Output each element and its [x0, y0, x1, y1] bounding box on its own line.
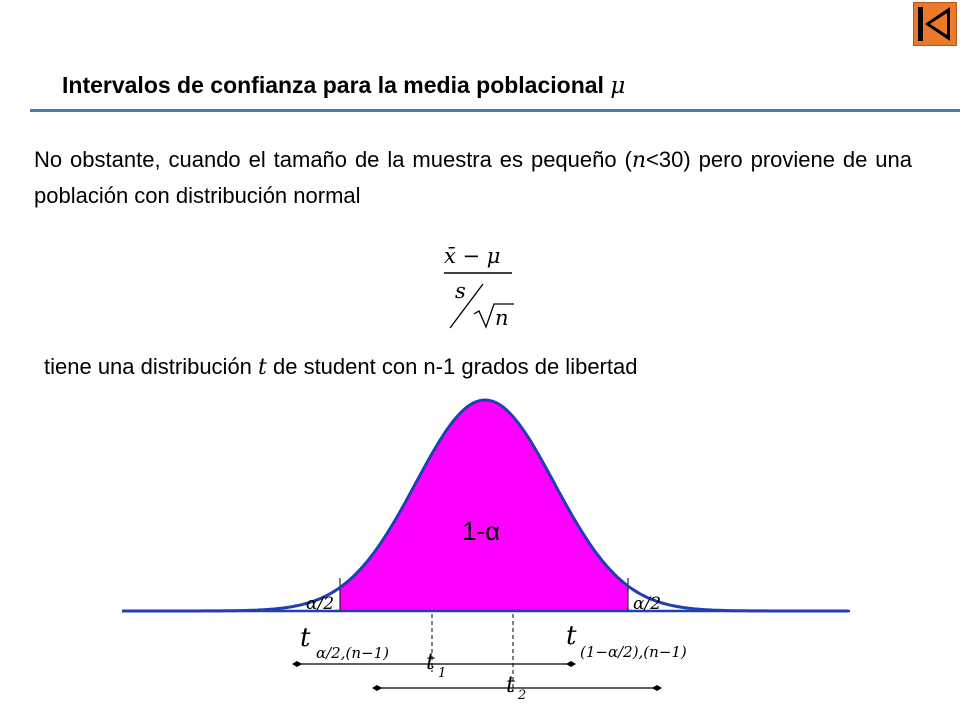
paragraph-text-2: <30) pero proviene de una población con distribución normal: [34, 147, 912, 208]
left-tail-label: α/2: [306, 594, 335, 614]
statement-var: t: [258, 355, 267, 380]
confidence-area: [340, 400, 628, 611]
distribution-statement: [44, 354, 637, 380]
formula-n: n: [495, 306, 509, 330]
t2-range-arrow: [372, 685, 662, 691]
t-statistic-formula: [444, 244, 514, 330]
title-symbol: μ: [610, 73, 626, 99]
t2-sub: 2: [518, 688, 527, 703]
title-text: Intervalos de confianza para la media poblacional: [62, 72, 604, 98]
t-lower-base: t: [300, 623, 311, 653]
paragraph-var: n: [631, 148, 647, 173]
right-tail-label: α/2: [633, 594, 662, 614]
formula-s: s: [455, 279, 466, 303]
statement-text-1: tiene una distribución: [44, 354, 259, 379]
t1-sub: 1: [438, 666, 447, 681]
t1-base: t: [426, 650, 435, 675]
confidence-label: 1-α: [462, 516, 501, 546]
t2-base: t: [506, 673, 515, 698]
t-lower-sub: α/2,(n−1): [316, 644, 389, 662]
statement-text-2: de student con n-1 grados de libertad: [266, 354, 638, 379]
formula-numerator: x̄ − μ: [444, 244, 501, 268]
t-upper-sub: (1−α/2),(n−1): [580, 643, 687, 661]
t-upper-base: t: [566, 621, 577, 651]
paragraph-text-1: No obstante, cuando el tamaño de la muestra es pequeño (: [34, 147, 632, 172]
